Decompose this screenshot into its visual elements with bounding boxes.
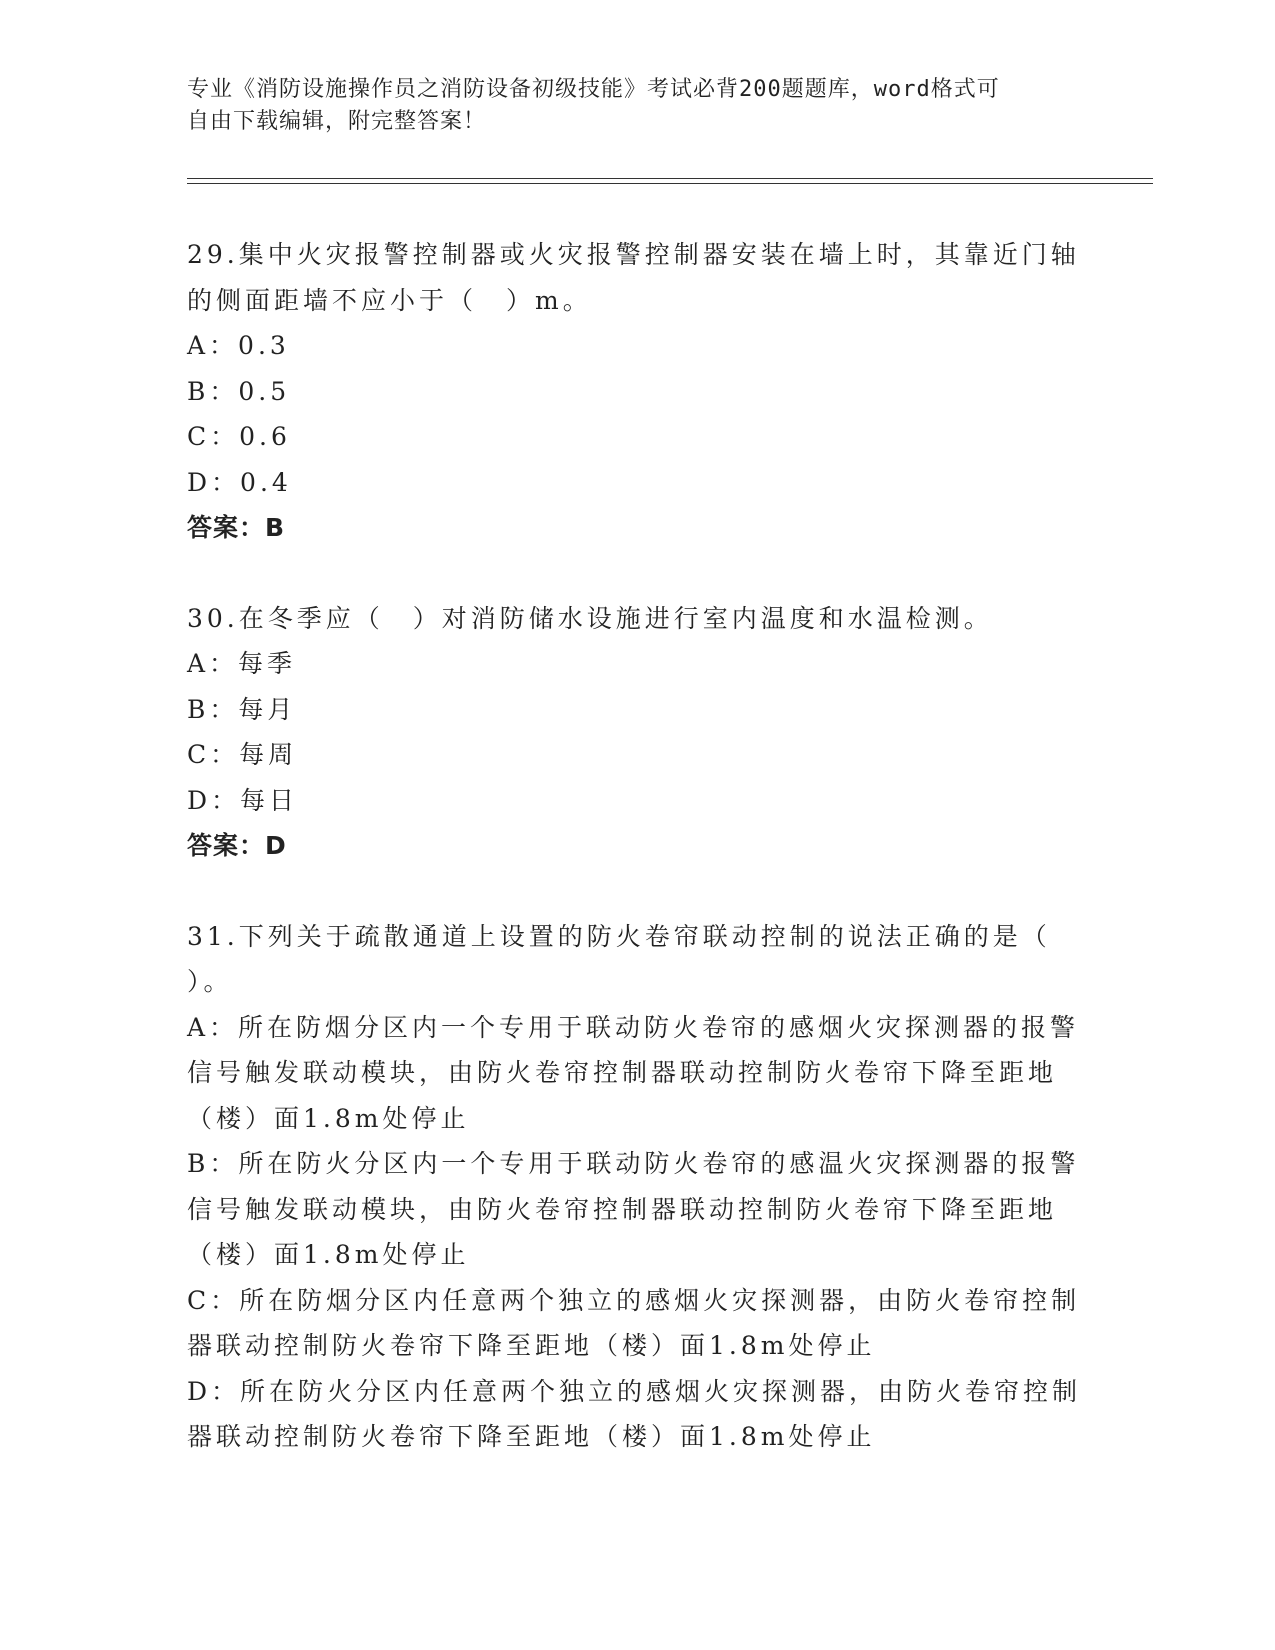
question-stem: 的侧面距墙不应小于（ ）m。 bbox=[187, 285, 592, 315]
document-header bbox=[187, 74, 1067, 138]
option-d: 器联动控制防火卷帘下降至距地（楼）面1.8m处停止 bbox=[187, 1422, 876, 1451]
option-a: 信号触发联动模块，由防火卷帘控制器联动控制防火卷帘下降至距地 bbox=[187, 1058, 1058, 1087]
header-divider bbox=[187, 183, 1153, 184]
header-divider bbox=[187, 178, 1153, 179]
option-c: C：0.6 bbox=[187, 422, 291, 451]
option-a: A：每季 bbox=[187, 649, 297, 678]
answer: 答案：D bbox=[187, 831, 287, 860]
question-30 bbox=[187, 596, 1087, 869]
option-b: （楼）面1.8m处停止 bbox=[187, 1240, 470, 1269]
option-b: B：所在防火分区内一个专用于联动防火卷帘的感温火灾探测器的报警 bbox=[187, 1149, 1080, 1178]
question-31 bbox=[187, 914, 1087, 1460]
option-b: 信号触发联动模块，由防火卷帘控制器联动控制防火卷帘下降至距地 bbox=[187, 1194, 1058, 1224]
question-stem: ）。 bbox=[187, 967, 233, 996]
option-a: A：0.3 bbox=[187, 331, 290, 360]
option-d: D：每日 bbox=[187, 785, 299, 815]
option-b: B：0.5 bbox=[187, 376, 291, 406]
question-stem: 30.在冬季应（ ）对消防储水设施进行室内温度和水温检测。 bbox=[187, 603, 993, 633]
option-c: C：每周 bbox=[187, 740, 298, 769]
question-stem: 29.集中火灾报警控制器或火灾报警控制器安装在墙上时，其靠近门轴 bbox=[187, 240, 1080, 269]
option-d: D：0.4 bbox=[187, 467, 292, 497]
option-a: （楼）面1.8m处停止 bbox=[187, 1103, 470, 1133]
answer: 答案：B bbox=[187, 513, 286, 542]
question-29 bbox=[187, 232, 1087, 551]
option-b: B：每月 bbox=[187, 694, 297, 724]
option-d: D：所在防火分区内任意两个独立的感烟火灾探测器，由防火卷帘控制 bbox=[187, 1376, 1082, 1406]
question-list bbox=[187, 232, 1087, 1460]
option-c: 器联动控制防火卷帘下降至距地（楼）面1.8m处停止 bbox=[187, 1331, 876, 1360]
question-stem: 31.下列关于疏散通道上设置的防火卷帘联动控制的说法正确的是（ bbox=[187, 921, 1051, 951]
option-c: C：所在防烟分区内任意两个独立的感烟火灾探测器，由防火卷帘控制 bbox=[187, 1285, 1081, 1315]
header-line: 专业《消防设施操作员之消防设备初级技能》考试必背200题题库，word格式可 bbox=[187, 77, 1000, 102]
header-line: 自由下载编辑，附完整答案！ bbox=[187, 109, 487, 134]
option-a: A：所在防烟分区内一个专用于联动防火卷帘的感烟火灾探测器的报警 bbox=[187, 1012, 1080, 1042]
